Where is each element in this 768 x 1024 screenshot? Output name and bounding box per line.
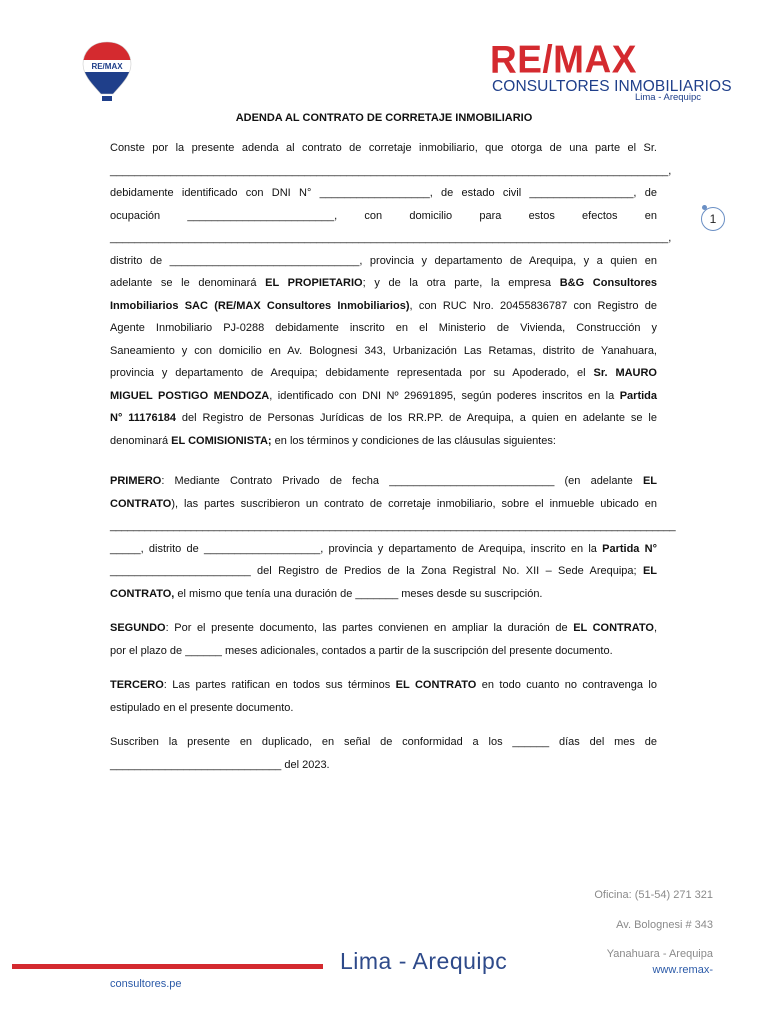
bold-text: EL PROPIETARIO bbox=[265, 277, 363, 289]
text: en bbox=[644, 209, 657, 222]
logo-city-text: Lima - Arequipc bbox=[634, 92, 701, 103]
text: _______________________ del Registro de Predios de la Zona Registral No. XII – Sede Arequipa; bbox=[110, 565, 643, 577]
bold-text: EL CONTRATO bbox=[395, 679, 477, 691]
intro-line bbox=[110, 430, 657, 453]
primero-line bbox=[110, 560, 657, 583]
text: el mismo que tenía una duración de _______ meses desde su suscripción. bbox=[174, 587, 543, 600]
footer-city: Lima - Arequipc bbox=[340, 948, 508, 974]
closing-paragraph bbox=[110, 731, 657, 776]
closing-line: Suscriben la presente en duplicado, en señal de conformidad a los ______ días del mes de bbox=[110, 736, 657, 748]
bold-text: CONTRATO bbox=[110, 497, 172, 510]
intro-paragraph bbox=[110, 137, 672, 452]
intro-line bbox=[110, 385, 657, 408]
intro-line bbox=[110, 362, 657, 385]
segundo-line: por el plazo de ______ meses adicionales, contados a partir de la suscripción del presente documento. bbox=[110, 644, 613, 657]
remax-balloon-logo bbox=[82, 40, 132, 104]
text: ; y de la otra parte, la empresa bbox=[362, 277, 560, 289]
intro-line bbox=[110, 205, 657, 228]
primero-line: __________________________________________________________________________________________________ bbox=[110, 520, 676, 532]
footer-phone: Oficina: (51-54) 271 321 bbox=[594, 889, 713, 901]
text: : Mediante Contrato Privado de fecha ___________________________ (en adelante bbox=[161, 475, 643, 487]
text: ocupación bbox=[110, 209, 161, 222]
intro-line: debidamente identificado con DNI N° __________________, de estado civil _________________, de bbox=[110, 187, 657, 199]
bold-text: TERCERO bbox=[110, 679, 164, 691]
segundo-line bbox=[110, 617, 657, 640]
text: ________________________, bbox=[187, 209, 338, 222]
document-title: ADENDA AL CONTRATO DE CORRETAJE INMOBILIARIO bbox=[235, 112, 533, 124]
text: estos bbox=[528, 209, 555, 222]
closing-line: ____________________________ del 2023. bbox=[110, 758, 330, 771]
bold-text: EL bbox=[642, 565, 657, 577]
intro-line bbox=[110, 295, 657, 318]
primero-line bbox=[110, 583, 657, 606]
text: _____, distrito de ___________________, provincia y departamento de Arequipa, inscrito en la bbox=[110, 542, 603, 555]
text: , identificado con DNI Nº 29691895, según poderes inscritos en la bbox=[269, 389, 620, 402]
intro-line: distrito de _______________________________, provincia y departamento de Arequipa, y a quien en bbox=[110, 254, 657, 267]
bold-text: EL bbox=[642, 475, 657, 487]
bold-text: Inmobiliarios SAC (RE/MAX Consultores Inmobiliarios) bbox=[110, 299, 410, 312]
bold-text: PRIMERO bbox=[110, 475, 162, 487]
intro-line: ____________________________________________________________________________________________, bbox=[110, 164, 672, 177]
bold-text: MIGUEL POSTIGO MENDOZA bbox=[110, 389, 270, 402]
text: en todo cuanto no contravenga lo bbox=[476, 679, 657, 691]
bold-text: Partida N° bbox=[602, 542, 657, 555]
clause-primero bbox=[110, 470, 676, 605]
text: para bbox=[479, 209, 502, 222]
bold-text: Partida bbox=[619, 389, 657, 402]
logo-main-text: RE/MAX bbox=[490, 37, 637, 81]
tercero-line bbox=[110, 674, 657, 697]
text: domicilio bbox=[409, 209, 453, 222]
text: : Por el presente documento, las partes convienen en ampliar la duración de bbox=[165, 622, 574, 634]
bold-text: B&G Consultores bbox=[559, 277, 657, 289]
intro-line bbox=[110, 272, 657, 295]
tercero-line: estipulado en el presente documento. bbox=[110, 701, 294, 714]
bold-text: CONTRATO, bbox=[110, 587, 175, 600]
footer-red-bar bbox=[12, 964, 323, 969]
primero-line bbox=[110, 470, 657, 493]
remax-logo bbox=[490, 37, 732, 104]
text: del Registro de Personas Jurídicas de los RR.PP. de Arequipa, a quien en adelante se le bbox=[176, 412, 657, 424]
text: ), las partes suscribieron un contrato de corretaje inmobiliario, sobre el inmueble ubicado en bbox=[171, 497, 657, 510]
intro-line: ____________________________________________________________________________________________, bbox=[110, 232, 672, 244]
text: en los términos y condiciones de las cláusulas siguientes: bbox=[271, 434, 556, 447]
intro-line: Conste por la presente adenda al contrato de corretaje inmobiliario, que otorga de una parte el Sr. bbox=[110, 142, 657, 154]
bold-text: N° 11176184 bbox=[110, 412, 176, 424]
text: , bbox=[653, 622, 657, 634]
text: adelante se le denominará bbox=[110, 277, 266, 289]
primero-line bbox=[110, 493, 657, 516]
bold-text: Sr. MAURO bbox=[593, 367, 657, 379]
text: , con RUC Nro. 20455836787 con Registro de bbox=[409, 299, 658, 312]
footer-web-link-end[interactable]: consultores.pe bbox=[110, 978, 182, 990]
intro-line bbox=[110, 407, 657, 430]
text: : Las partes ratifican en todos sus términos bbox=[163, 679, 396, 691]
footer-web-link-start[interactable]: www.remax- bbox=[652, 964, 713, 976]
bold-text: SEGUNDO bbox=[110, 622, 166, 634]
bold-text: EL COMISIONISTA; bbox=[171, 434, 272, 447]
clause-segundo bbox=[110, 617, 657, 662]
footer-district: Yanahuara - Arequipa bbox=[606, 948, 713, 960]
primero-line bbox=[110, 538, 657, 561]
balloon-text: RE/MAX bbox=[91, 62, 123, 71]
text: provincia y departamento de Arequipa; debidamente representada por su Apoderado, el bbox=[110, 367, 594, 379]
text: efectos bbox=[582, 209, 618, 222]
clause-tercero bbox=[110, 674, 657, 719]
text: denominará bbox=[110, 434, 172, 447]
logo-sub-text: CONSULTORES INMOBILIARIOS bbox=[492, 78, 732, 95]
intro-line: Saneamiento y con domicilio en Av. Bolognesi 343, Urbanización Las Retamas, distrito de Yanahuara, bbox=[110, 344, 657, 357]
intro-line: Agente Inmobiliario PJ-0288 debidamente inscrito en el Ministerio de Vivienda, Construcción y bbox=[110, 322, 657, 334]
page-number-badge[interactable]: 1 bbox=[701, 207, 725, 231]
bold-text: EL CONTRATO bbox=[573, 622, 654, 634]
footer-address: Av. Bolognesi # 343 bbox=[616, 919, 713, 931]
text: con bbox=[364, 209, 383, 222]
